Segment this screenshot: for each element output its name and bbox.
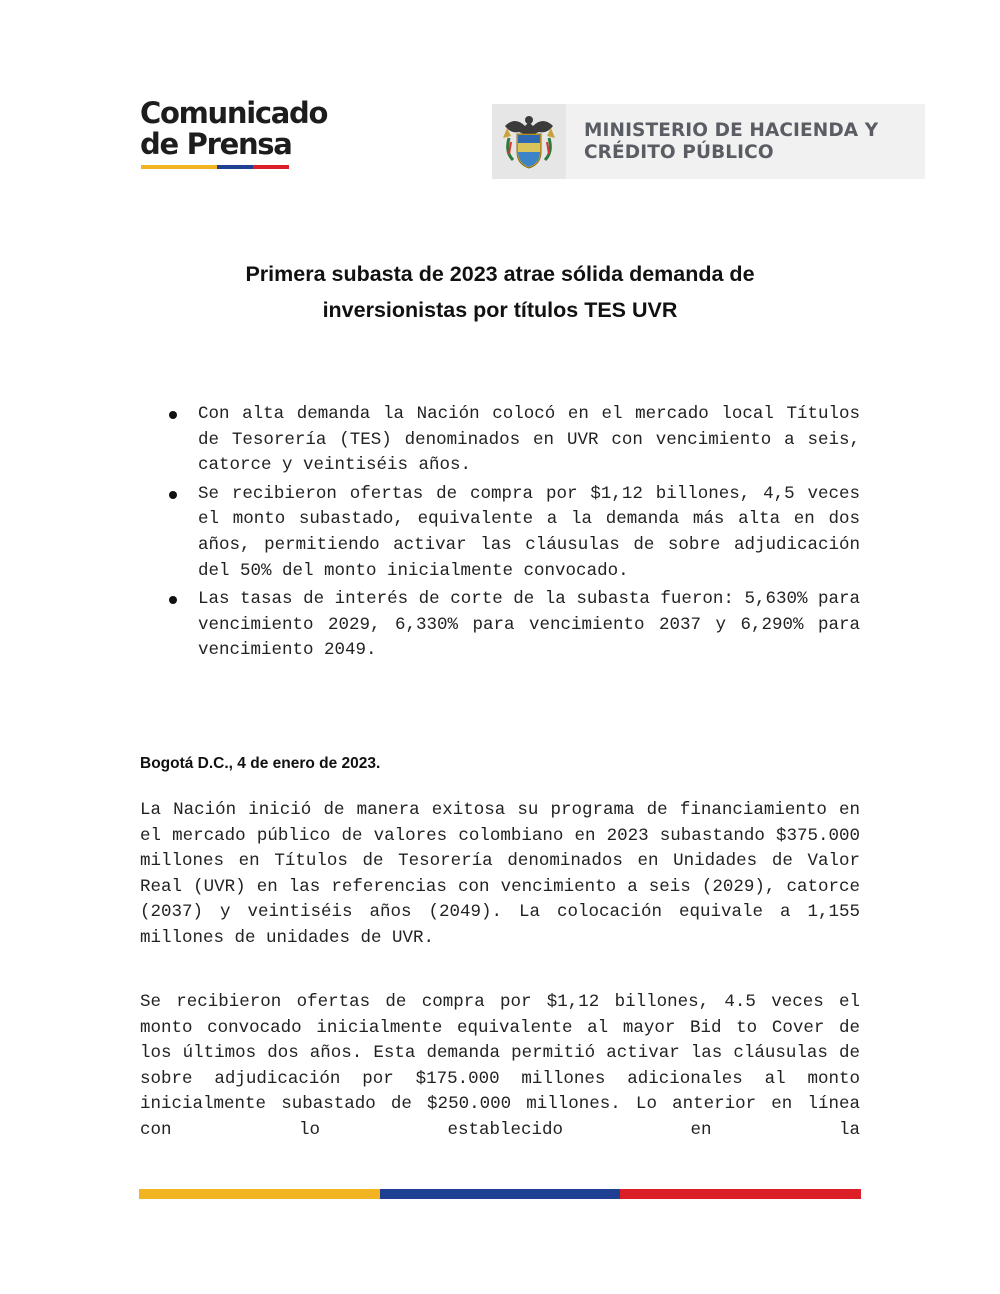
body-paragraph: La Nación inició de manera exitosa su programa de financiamiento en el mercado público de valores colombiano en 2023 subastando $375.000 millones en Títulos de Tesorería denominados en Unidades de Valor Real (UVR) en las referencias con vencimiento a seis (2029), catorce (2037) y veintiséis años (2049). La colocación equivale a 1,155 millones de unidades de UVR. [140,800,860,948]
coat-of-arms-icon [501,112,557,172]
bullet-icon [169,596,177,604]
footer-bar-blue [380,1189,620,1199]
bullet-icon [169,491,177,499]
title-line-1: Primera subasta de 2023 atrae sólida demanda de [245,262,755,286]
highlight-item [198,402,860,479]
brand-bar-red [253,165,289,169]
brand-bar-yellow [141,165,217,169]
ministry-name-line-1: MINISTERIO DE HACIENDA Y [584,120,879,141]
ministry-name-line-2: CRÉDITO PÚBLICO [584,142,774,163]
highlight-text: Con alta demanda la Nación colocó en el mercado local Títulos de Tesorería (TES) denominados en UVR con vencimiento a seis, catorce y veintiséis años. [198,404,860,476]
footer-bar-red [620,1189,861,1199]
brand-color-bar [141,165,289,169]
brand-line-1: Comunicado [140,96,328,130]
seal-box [492,104,566,179]
footer-color-bar [139,1189,861,1199]
bullet-icon [169,411,177,419]
press-release-logo [140,98,327,160]
footer-bar-yellow [139,1189,380,1199]
ministry-name [584,120,878,164]
highlight-item [198,482,860,584]
brand-line-2: de Prensa [140,127,292,161]
highlights-list [198,402,860,667]
ministry-logo-banner [492,104,925,179]
press-release-title [140,256,860,328]
body-paragraph: Se recibieron ofertas de compra por $1,12 billones, 4.5 veces el monto convocado inicialmente equivalente al mayor Bid to Cover de los últimos dos años. Esta demanda permitió activar las cláusulas de sobre adjudicación por $175.000 millones adicionales al monto inicialmente subastado de $250.000 millones. Lo anterior en línea con lo establecido en la [140,992,860,1140]
title-line-2: inversionistas por títulos TES UVR [322,298,678,322]
dateline: Bogotá D.C., 4 de enero de 2023. [140,755,381,772]
highlight-text: Se recibieron ofertas de compra por $1,12 billones, 4,5 veces el monto subastado, equivalente a la demanda más alta en dos años, permitiendo activar las cláusulas de sobre adjudicación del 50% del monto inicialmente convocado. [198,483,860,581]
highlight-text: Las tasas de interés de corte de la subasta fueron: 5,630% para vencimiento 2029, 6,330% para vencimiento 2037 y 6,290% para vencimiento 2049. [198,589,860,661]
brand-bar-blue [217,165,253,169]
highlight-item [198,587,860,664]
